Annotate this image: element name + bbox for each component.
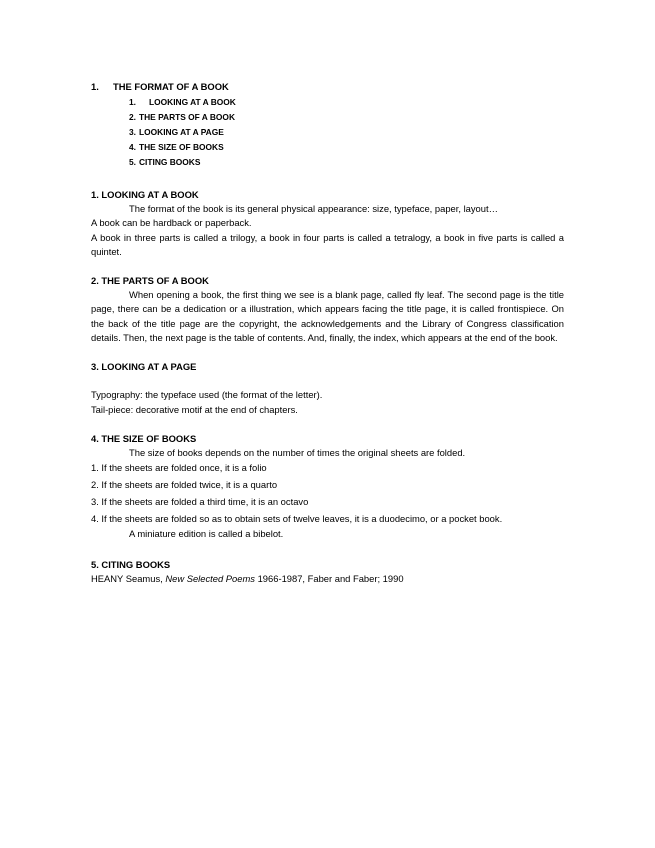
toc-item [91,140,564,155]
toc-title-number: 1. [91,81,99,92]
toc-item-label: CITING BOOKS [139,157,201,167]
toc-item [91,110,564,125]
section-looking-at-a-book [91,187,564,259]
toc-item-label: LOOKING AT A PAGE [139,127,224,137]
section-heading: 1. LOOKING AT A BOOK [91,189,199,200]
list-item: 2. If the sheets are folded twice, it is a quarto [91,479,278,491]
toc-item [91,125,564,140]
section-parts-of-a-book [91,273,564,345]
toc-list [91,95,564,170]
list-item: 4. If the sheets are folded so as to obtain sets of twelve leaves, it is a duodecimo, or a pocket book. [91,512,503,524]
toc-item-number: 2. [129,112,136,122]
paragraph: A miniature edition is called a bibelot. [129,528,284,540]
paragraph: A book in three parts is called a trilogy, a book in four parts is called a tetralogy, a book in five parts is called a quintet. [91,231,564,257]
section-heading: 4. THE SIZE OF BOOKS [91,432,197,444]
citation-details: 1966-1987, Faber and Faber; 1990 [254,572,404,584]
section-heading: 2. THE PARTS OF A BOOK [91,275,209,287]
paragraph: Typography: the typeface used (the format of the letter). [91,389,323,401]
section-looking-at-a-page [91,359,564,417]
paragraph: Tail-piece: decorative motif at the end of chapters. [91,403,298,415]
paragraph: The format of the book is its general physical appearance: size, typeface, paper, layout… [129,203,498,214]
citation [91,572,564,586]
list-item: 3. If the sheets are folded a third time, it is an octavo [91,495,309,507]
paragraph: The size of books depends on the number of times the original sheets are folded. [129,446,466,458]
section-citing-books [91,557,564,586]
toc-item-label: LOOKING AT A BOOK [149,97,236,107]
toc-item-number: 4. [129,142,136,152]
toc-item-label: THE PARTS OF A BOOK [139,112,235,122]
citation-title: New Selected Poems [165,572,255,584]
toc-title-text: THE FORMAT OF A BOOK [113,81,229,92]
list-item: 1. If the sheets are folded once, it is a folio [91,462,267,474]
toc-item-number: 3. [129,127,136,137]
toc-item-number: 5. [129,157,136,167]
document-body [91,78,564,586]
toc-item [91,155,564,170]
toc-item-number: 1. [129,97,136,107]
section-heading: 3. LOOKING AT A PAGE [91,361,197,373]
section-heading: 5. CITING BOOKS [91,558,171,570]
section-size-of-books [91,431,564,542]
toc-item-label: THE SIZE OF BOOKS [139,142,224,152]
paragraph: A book can be hardback or paperback. [91,217,252,229]
toc-title [91,78,564,95]
toc-item [91,95,564,110]
citation-author: HEANY Seamus, [91,572,166,584]
paragraph: When opening a book, the first thing we see is a blank page, called fly leaf. The second page is the title page, there can be a dedication or a illustration, which appears facing the title page, it is called frontispiece. On the back of the title page are the copyright, the acknowledgements and the Library of Congress classification details. Then, the next page is the table of contents. And, finally, the index, which appears at the end of the book. [91,289,564,344]
